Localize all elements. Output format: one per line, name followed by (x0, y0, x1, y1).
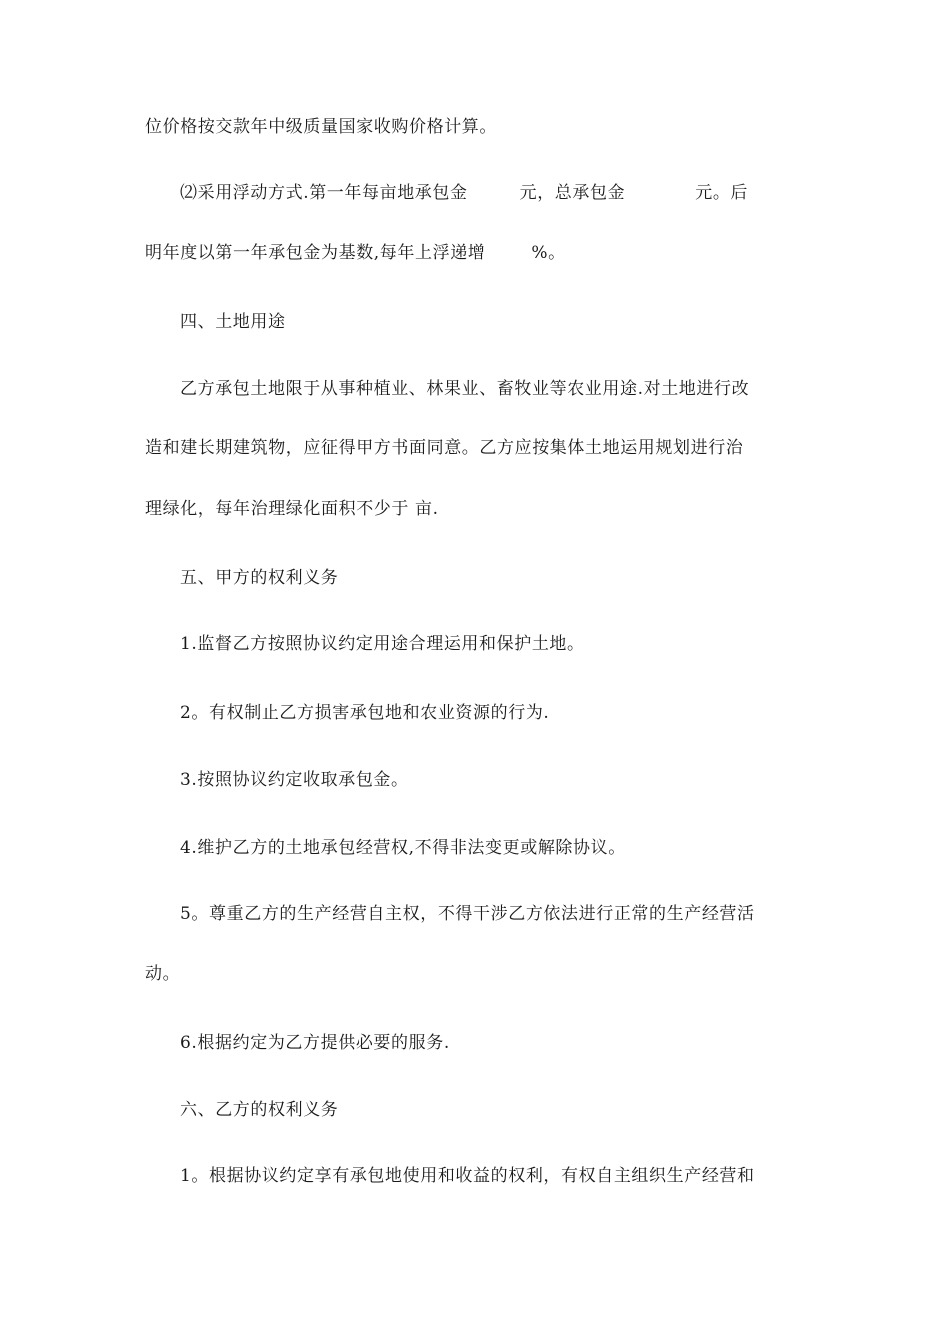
list-item (180, 1164, 755, 1188)
text-line-content: 位价格按交款年中级质量国家收购价格计算。 (145, 117, 497, 137)
list-item (180, 902, 755, 926)
text-line (145, 436, 743, 460)
text-line-content: 动。 (145, 964, 181, 984)
section-heading (180, 1098, 338, 1122)
section-heading-text: 六、乙方的权利义务 (180, 1100, 339, 1120)
list-item-text: 2。有权制止乙方损害承包地和农业资源的行为. (180, 703, 550, 723)
list-item (180, 701, 549, 725)
text-line (180, 181, 748, 205)
text-line (145, 115, 497, 139)
list-item-text: 1。根据协议约定享有承包地使用和收益的权利，有权自主组织生产经营和 (180, 1166, 755, 1186)
text-segment: %。 (531, 243, 566, 263)
text-line (145, 962, 180, 986)
text-line-content: 理绿化，每年治理绿化面积不少于 亩. (145, 499, 439, 519)
text-segment: 明年度以第一年承包金为基数,每年上浮递增 (145, 243, 486, 263)
list-item-text: 4.维护乙方的土地承包经营权,不得非法变更或解除协议。 (180, 838, 626, 858)
text-line (145, 241, 566, 265)
text-segment: ⑵采用浮动方式.第一年每亩地承包金 (180, 183, 468, 203)
section-heading-text: 五、甲方的权利义务 (180, 568, 339, 588)
list-item (180, 1031, 450, 1055)
list-item (180, 632, 585, 656)
text-segment: 元，总承包金 (519, 183, 626, 203)
section-heading (180, 566, 338, 590)
section-heading (180, 310, 286, 334)
list-item-text: 1.监督乙方按照协议约定用途合理运用和保护土地。 (180, 634, 585, 654)
text-line (145, 497, 439, 521)
text-segment: 元。后 (695, 183, 749, 203)
list-item (180, 836, 626, 860)
list-item (180, 768, 409, 792)
text-line (180, 377, 749, 401)
section-heading-text: 四、土地用途 (180, 312, 286, 332)
list-item-text: 5。尊重乙方的生产经营自主权，不得干涉乙方依法进行正常的生产经营活 (180, 904, 755, 924)
list-item-text: 6.根据约定为乙方提供必要的服务. (180, 1033, 450, 1053)
text-line-content: 造和建长期建筑物，应征得甲方书面同意。乙方应按集体土地运用规划进行治 (145, 438, 744, 458)
text-line-content: 乙方承包土地限于从事种植业、林果业、畜牧业等农业用途.对土地进行改 (180, 379, 750, 399)
list-item-text: 3.按照协议约定收取承包金。 (180, 770, 409, 790)
